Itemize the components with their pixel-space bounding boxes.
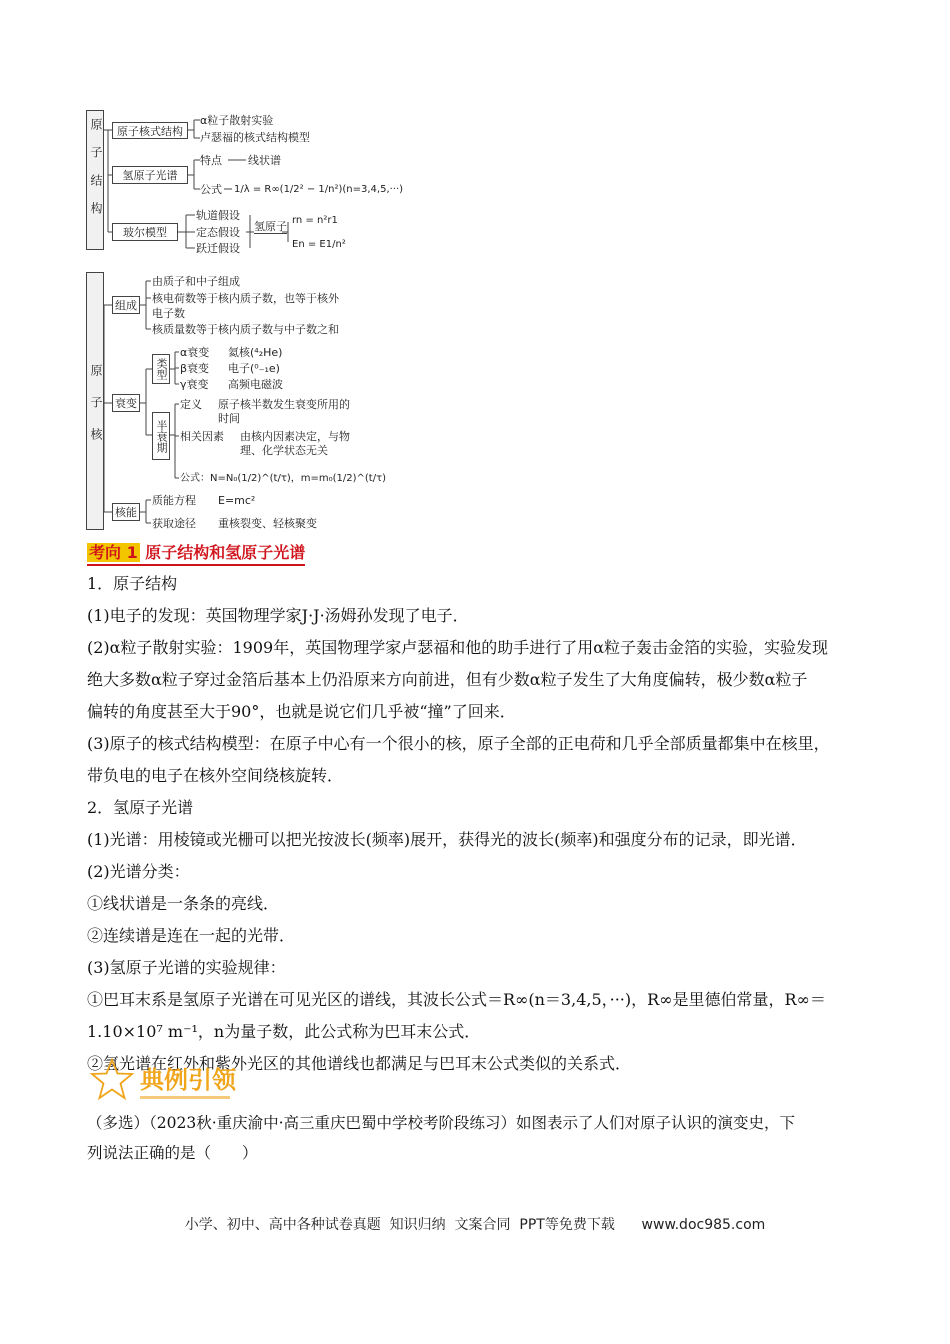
body-line: 带负电的电子在核外空间绕核旋转． [87, 766, 344, 785]
mass-energy-label: 质能方程 [152, 494, 196, 507]
half-life-factors-label: 相关因素 [180, 430, 224, 443]
section-title: 原子结构和氢原子光谱 [145, 543, 306, 562]
energy-formula: En = E1/n² [292, 239, 346, 250]
stationary-assumption-leaf: 定态假设 [196, 226, 240, 239]
body-line: (1)电子的发现：英国物理学家J·J·汤姆孙发现了电子． [87, 606, 469, 625]
gamma-decay-product: 高频电磁波 [228, 378, 283, 391]
beta-decay-product: 电子(⁰₋₁e) [228, 362, 280, 375]
half-life-factors-2: 理、化学状态无关 [240, 444, 328, 457]
nucleus-root-label: 原子核 [89, 364, 103, 460]
example-underline [140, 1096, 230, 1099]
body-line: (3)氢原子光谱的实验规律： [87, 958, 286, 977]
balmer-formula: 1/λ = R∞(1/2² − 1/n²)(n=3,4,5,···) [234, 184, 404, 195]
body-line: ①线状谱是一条条的亮线． [87, 894, 280, 913]
mass-energy-equation: E=mc² [218, 494, 256, 507]
half-life-definition-label: 定义 [180, 398, 202, 411]
transition-assumption-leaf: 跃迁假设 [196, 242, 240, 255]
alpha-decay-label: α衰变 [180, 346, 210, 359]
composition-item-2: 核电荷数等于核内质子数，也等于核外 [152, 292, 339, 305]
example-title: 典例引领 [140, 1066, 236, 1094]
alpha-scattering-leaf: α粒子散射实验 [200, 114, 274, 127]
section-heading [87, 542, 305, 566]
body-line: 绝大多数α粒子穿过金箔后基本上仍沿原来方向前进，但有少数α粒子发生了大角度偏转，极少数α粒子 [87, 670, 808, 689]
formula-label: 公式 [200, 183, 222, 196]
composition-item-1: 由质子和中子组成 [152, 275, 240, 288]
hydrogen-atom-leaf: 氢原子 [254, 220, 287, 233]
nuclear-model-box: 原子核式结构 [112, 122, 188, 139]
half-life-box: 半衰期 [152, 412, 170, 460]
star-icon [90, 1058, 134, 1100]
gamma-decay-label: γ衰变 [180, 378, 209, 391]
body-line: 1.10×10⁷ m⁻¹，n为量子数，此公式称为巴耳末公式． [87, 1022, 481, 1041]
rutherford-model-leaf: 卢瑟福的核式结构模型 [200, 131, 310, 144]
composition-box: 组成 [112, 296, 140, 314]
beta-decay-label: β衰变 [180, 362, 210, 375]
energy-ways: 重核裂变、轻核聚变 [218, 517, 317, 530]
body-line: ②氢光谱在红外和紫外光区的其他谱线也都满足与巴耳末公式类似的关系式． [87, 1054, 632, 1073]
body-line: (1)光谱：用棱镜或光栅可以把光按波长(频率)展开，获得光的波长(频率)和强度分布的记录，即光谱． [87, 830, 807, 849]
composition-item-3: 电子数 [152, 307, 185, 320]
half-life-definition-2: 时间 [218, 412, 240, 425]
decay-box: 衰变 [112, 394, 140, 412]
question-line-2: 列说法正确的是（ ） [87, 1144, 258, 1162]
page-footer: 小学、初中、高中各种试卷真题 知识归纳 文案合同 PPT等免费下载 www.doc985.com [184, 1217, 766, 1233]
half-life-definition-1: 原子核半数发生衰变所用的 [218, 398, 350, 411]
atom-structure-root-label: 原子结构 [89, 118, 103, 230]
feature-label: 特点 [200, 154, 222, 167]
bohr-model-box: 玻尔模型 [112, 223, 178, 241]
question-line-1: （多选）（2023秋·重庆渝中·高三重庆巴蜀中学校考阶段练习）如图表示了人们对原子认识的演变史，下 [87, 1114, 796, 1132]
body-line: 2．氢原子光谱 [87, 798, 194, 817]
alpha-decay-product: 氦核(⁴₂He) [228, 346, 283, 359]
body-line: ②连续谱是连在一起的光带． [87, 926, 296, 945]
line-spectrum-leaf: 线状谱 [248, 154, 281, 167]
half-life-formula: 公式：N=N₀(1/2)^(t/τ)，m=m₀(1/2)^(t/τ) [180, 473, 386, 484]
half-life-factors-1: 由核内因素决定，与物 [240, 430, 350, 443]
nuclear-energy-box: 核能 [112, 503, 140, 521]
body-line: (2)光谱分类： [87, 862, 190, 881]
body-line: (2)α粒子散射实验：1909年，英国物理学家卢瑟福和他的助手进行了用α粒子轰击金箔的实验，实验发现 [87, 638, 828, 657]
body-line: 1．原子结构 [87, 574, 178, 593]
orbit-assumption-leaf: 轨道假设 [196, 209, 240, 222]
body-line: ①巴耳末系是氢原子光谱在可见光区的谱线，其波长公式＝R∞(n＝3,4,5，···)，R∞是里德伯常量，R∞＝ [87, 990, 826, 1009]
body-line: (3)原子的核式结构模型：在原子中心有一个很小的核，原子全部的正电荷和几乎全部质量都集中在核里， [87, 734, 830, 753]
hydrogen-spectrum-box: 氢原子光谱 [112, 166, 188, 184]
energy-ways-label: 获取途径 [152, 517, 196, 530]
body-line: 偏转的角度甚至大于90°，也就是说它们几乎被“撞”了回来． [87, 702, 516, 721]
composition-item-4: 核质量数等于核内质子数与中子数之和 [152, 323, 339, 336]
section-number: 考向 1 [89, 543, 138, 562]
decay-types-box: 类型 [152, 354, 170, 384]
nucleus-mindmap-connectors [0, 0, 950, 540]
radius-formula: rn = n²r1 [292, 215, 338, 226]
